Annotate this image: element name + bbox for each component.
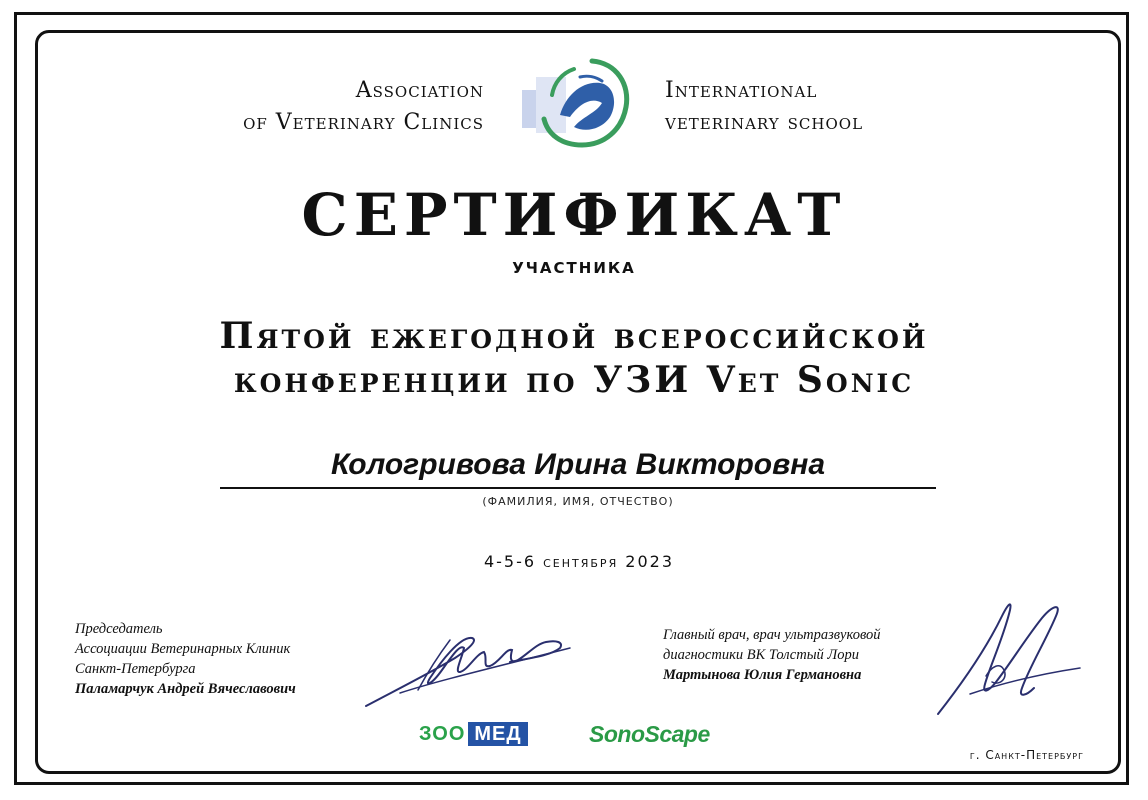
recipient-name: Кологривова Ирина Викторовна (330, 448, 826, 481)
right-signatory-line-1: Главный врач, врач ультразвуковой (663, 627, 881, 643)
school-line-2: veterinary school (665, 110, 864, 135)
left-signatory-line-3: Санкт-Петербурга (75, 661, 196, 677)
association-line-2: of Veterinary Clinics (243, 110, 484, 135)
city-label: г. Санкт-Петербург (969, 748, 1084, 762)
conference-title-line-1: Пятой ежегодной всероссийской (219, 315, 929, 357)
event-date: 4-5-6 сентября 2023 (483, 552, 675, 571)
right-signatory (663, 625, 881, 685)
name-underline (220, 487, 936, 489)
zoomed-logo-right: МЕД (468, 722, 527, 746)
left-signatory-line-1: Председатель (75, 621, 163, 637)
zoomed-logo-left: ЗОО (419, 723, 466, 745)
sonoscape-sponsor-logo: SonoScape (589, 721, 710, 747)
association-line-1: Association (355, 78, 484, 103)
right-signatory-line-2: диагностики ВК Толстый Лори (663, 647, 859, 663)
left-signatory-name: Паламарчук Андрей Вячеславович (75, 681, 296, 697)
certificate-title: СЕРТИФИКАТ (301, 181, 847, 249)
veterinary-school-logo-icon (522, 55, 634, 150)
handwritten-signature-icon (930, 596, 1090, 721)
association-name (243, 75, 484, 139)
right-signatory-name: Мартынова Юлия Германовна (663, 667, 862, 683)
school-line-1: International (665, 78, 818, 103)
conference-title (0, 314, 1148, 402)
certificate-subtitle: УЧАСТНИКА (512, 259, 636, 277)
handwritten-signature-icon (360, 618, 575, 713)
name-caption: (ФАМИЛИЯ, ИМЯ, ОТЧЕСТВО) (482, 495, 674, 508)
school-name (665, 75, 863, 139)
zoomed-sponsor-logo (419, 722, 528, 746)
left-signatory-line-2: Ассоциации Ветеринарных Клиник (75, 641, 291, 657)
conference-title-line-2: конференции по УЗИ Vet Sonic (233, 359, 915, 401)
left-signatory (75, 619, 296, 699)
